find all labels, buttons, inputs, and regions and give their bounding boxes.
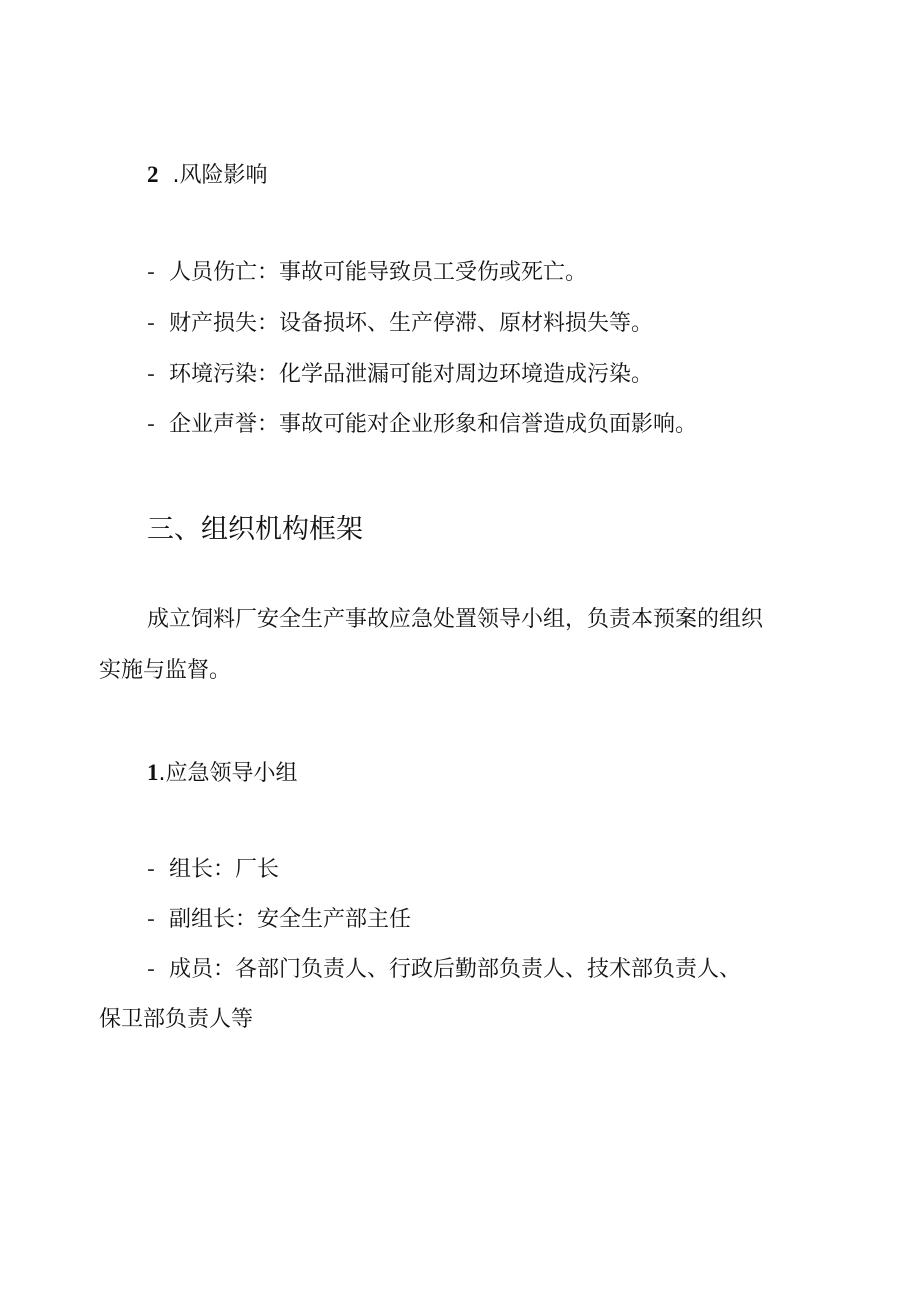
list-item: [147, 955, 741, 985]
bullet-dash: -: [147, 957, 155, 982]
list-item: [147, 360, 653, 390]
risk-impact-heading-text: .风险影响: [172, 163, 268, 188]
bullet-dash: -: [147, 857, 155, 882]
list-item-text: 成员：各部门负责人、行政后勤部负责人、技术部负责人、: [169, 957, 742, 982]
paragraph-line: 成立饲料厂安全生产事故应急处置领导小组，负责本预案的组织: [147, 607, 764, 632]
list-item-text: 企业声誉：事故可能对企业形象和信誉造成负面影响。: [169, 412, 698, 437]
list-item-text: 人员伤亡：事故可能导致员工受伤或死亡。: [169, 260, 588, 285]
list-item-text: 副组长：安全生产部主任: [169, 907, 412, 932]
leadership-group-heading-number: 1: [147, 760, 159, 785]
list-item: [147, 309, 653, 339]
bullet-dash: -: [147, 260, 155, 285]
bullet-dash: -: [147, 412, 155, 437]
list-item: [147, 905, 411, 935]
section-title: 三、组织机构框架: [147, 514, 363, 545]
risk-impact-heading-number: 2: [147, 162, 159, 187]
risk-impact-heading: [147, 160, 268, 191]
list-item-continuation: 保卫部负责人等: [99, 1007, 254, 1032]
list-item: [147, 258, 587, 288]
bullet-dash: -: [147, 311, 155, 336]
bullet-dash: -: [147, 362, 155, 387]
list-item-text: 环境污染：化学品泄漏可能对周边环境造成污染。: [169, 362, 654, 387]
list-item-text: 组长：厂长: [169, 857, 280, 882]
leadership-group-heading: [147, 758, 298, 789]
list-item-text: 财产损失：设备损坏、生产停滞、原材料损失等。: [169, 311, 654, 336]
leadership-group-heading-text: .应急领导小组: [158, 761, 298, 786]
paragraph-line: 实施与监督。: [99, 658, 232, 683]
bullet-dash: -: [147, 907, 155, 932]
list-item: [147, 855, 279, 885]
list-item: [147, 410, 697, 440]
